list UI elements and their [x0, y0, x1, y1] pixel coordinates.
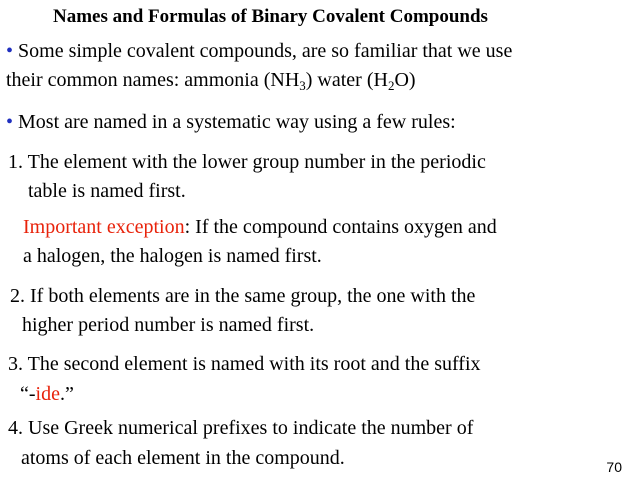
bullet-2: [6, 112, 456, 132]
bullet-icon: •: [6, 40, 14, 62]
rule-3-line-2: “-ide.”: [20, 383, 74, 405]
rule-3-line-1: 3. The second element is named with its root and the suffix: [8, 353, 481, 375]
bullet-1-line-2: their common names: ammonia $(NH_3)$ water $(H_2O)$: [6, 69, 416, 93]
bullet-1-text: Some simple covalent compounds, are so familiar that we use: [18, 40, 513, 62]
exception-label: Important exception: [23, 216, 185, 238]
bullet-icon: •: [6, 111, 14, 133]
rule-4-line-2: atoms of each element in the compound.: [21, 447, 345, 469]
bullet-1-line-1: [6, 41, 512, 61]
rule-2-line-2: higher period number is named first.: [22, 314, 315, 336]
exception-line-2: a halogen, the halogen is named first.: [23, 245, 322, 267]
rule-1-line-1: 1. The element with the lower group number in the periodic: [8, 151, 486, 173]
slide-title: Names and Formulas of Binary Covalent Compounds: [53, 6, 488, 27]
ammonia-subscript: 3: [299, 78, 306, 93]
bullet-2-text: Most are named in a systematic way using a few rules:: [18, 111, 456, 133]
rule-2-line-1: 2. If both elements are in the same group, the one with the: [10, 285, 476, 307]
page-number: 70: [606, 459, 622, 475]
suffix-ide: ide: [35, 383, 60, 405]
rule-4-line-1: 4. Use Greek numerical prefixes to indicate the number of: [8, 417, 474, 439]
rule-1-line-2: table is named first.: [28, 180, 186, 202]
water-subscript: 2: [387, 78, 395, 93]
exception-line-1: Important exception: If the compound contains oxygen and: [23, 216, 497, 238]
